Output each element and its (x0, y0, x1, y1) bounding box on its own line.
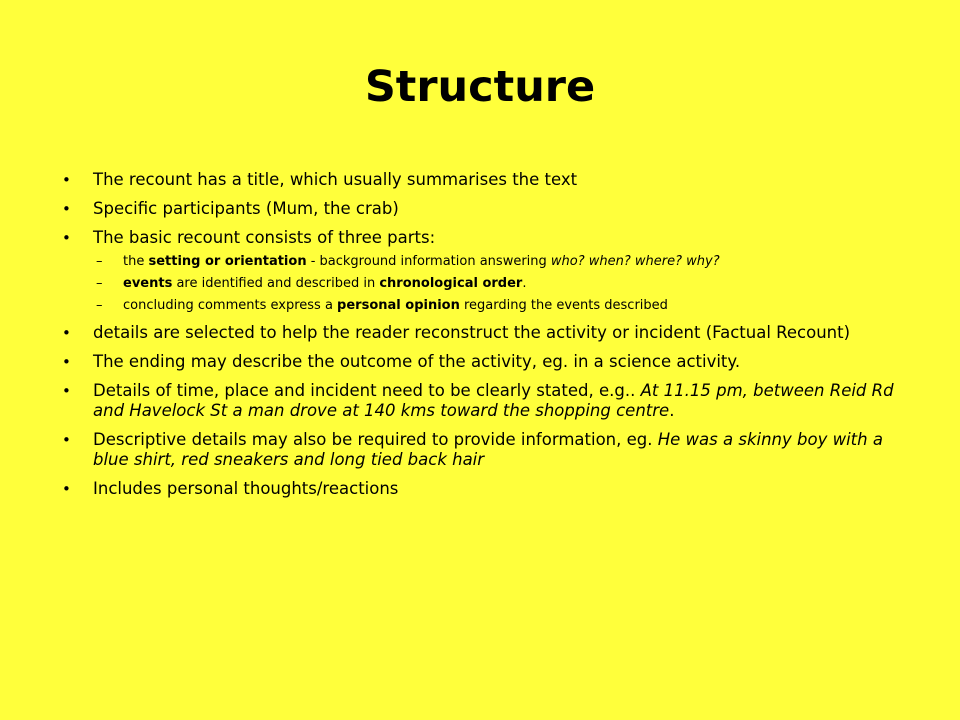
sub-item (93, 275, 902, 292)
bullet-text: The recount has a title, which usually summarises the text (93, 170, 578, 189)
bullet-item (62, 199, 902, 219)
bullet-text: Descriptive details may also be required to provide information, eg. (93, 430, 658, 449)
bullet-text: The basic recount consists of three parts: (93, 228, 436, 247)
bullet-item (62, 170, 902, 190)
sub-item (93, 253, 902, 270)
bullet-item (62, 430, 902, 470)
bullet-item (62, 228, 902, 314)
bullet-text: details are selected to help the reader reconstruct the activity or incident (Factual Recount) (93, 323, 851, 342)
bullet-text-tail: . (669, 401, 675, 420)
sub-item (93, 297, 902, 314)
bullet-icon: • (62, 382, 71, 400)
sub-text-mid: regarding the events described (459, 298, 668, 313)
bullet-icon: • (62, 171, 71, 189)
sub-text-pre: concluding comments express a (123, 298, 338, 313)
dash-icon: – (96, 298, 103, 313)
dash-icon: – (96, 276, 103, 291)
bullet-item (62, 323, 902, 343)
bullet-icon: • (62, 431, 71, 449)
dash-icon: – (96, 254, 103, 269)
bullet-list (62, 170, 902, 499)
bullet-icon: • (62, 229, 71, 247)
sub-text-tail: . (522, 276, 527, 291)
slide-body (62, 170, 902, 508)
bullet-item (62, 381, 902, 421)
bullet-item (62, 479, 902, 499)
bullet-text: Details of time, place and incident need to be clearly stated, e.g.. (93, 381, 641, 400)
sub-text-bold: events (123, 276, 173, 291)
bullet-icon: • (62, 200, 71, 218)
bullet-item (62, 352, 902, 372)
bullet-text: Includes personal thoughts/reactions (93, 479, 399, 498)
sub-text-bold: setting or orientation (148, 254, 307, 269)
bullet-icon: • (62, 324, 71, 342)
bullet-icon: • (62, 353, 71, 371)
sub-text-bold: personal opinion (337, 298, 460, 313)
sub-text-mid: - background information answering (306, 254, 551, 269)
bullet-text-italic: At 11.15 pm, between Reid Rd and Havelock St a man drove at 140 kms toward the shopping centre (93, 381, 894, 420)
bullet-text-italic: He was a skinny boy with a blue shirt, red sneakers and long tied back hair (93, 430, 883, 469)
slide-title: Structure (364, 62, 596, 112)
bullet-text: Specific participants (Mum, the crab) (93, 199, 399, 218)
sub-text-pre: the (123, 254, 149, 269)
sub-text-bold2: chronological order (379, 276, 523, 291)
sub-list (93, 253, 902, 314)
bullet-text: The ending may describe the outcome of the activity, eg. in a science activity. (93, 352, 741, 371)
sub-text-mid: are identified and described in (172, 276, 380, 291)
bullet-icon: • (62, 480, 71, 498)
sub-text-italic: who? when? where? why? (550, 254, 720, 269)
